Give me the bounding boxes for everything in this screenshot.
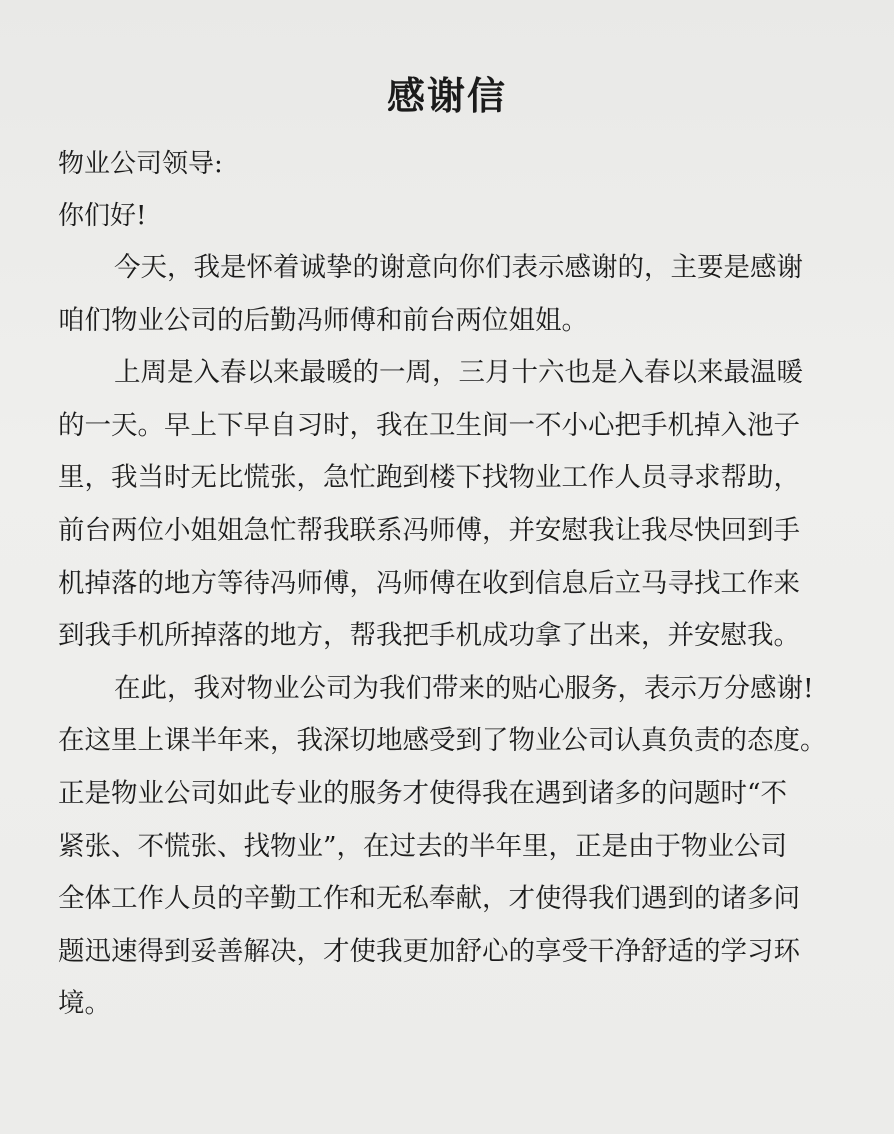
letter-greeting: 你们好! [58, 201, 147, 231]
letter-salutation: 物业公司领导: [58, 149, 223, 179]
text-line: 机掉落的地方等待冯师傅，冯师傅在收到信息后立马寻找工作来 [58, 567, 800, 599]
text-line: 在此，我对物业公司为我们带来的贴心服务，表示万分感谢! [114, 672, 814, 704]
text-line: 题迅速得到妥善解决，才使我更加舒心的享受干净舒适的学习环 [58, 935, 800, 967]
text-line: 境。 [58, 988, 111, 1020]
text-line: 全体工作人员的辛勤工作和无私奉献，才使得我们遇到的诸多问 [58, 883, 800, 915]
text-line: 在这里上课半年来，我深切地感受到了物业公司认真负责的态度。 [58, 725, 827, 757]
paragraph-3 [58, 663, 836, 1031]
text-line: 里，我当时无比慌张，急忙跑到楼下找物业工作人员寻求帮助， [58, 462, 800, 494]
text-line: 咱们物业公司的后勤冯师傅和前台两位姐姐。 [58, 304, 588, 336]
letter-title: 感谢信 [386, 73, 507, 118]
text-line: 紧张、不慌张、找物业”，在过去的半年里，正是由于物业公司 [58, 830, 788, 862]
text-line: 正是物业公司如此专业的服务才使得我在遇到诸多的问题时“不 [58, 777, 788, 809]
text-line: 的一天。早上下早自习时，我在卫生间一不小心把手机掉入池子 [58, 409, 800, 441]
text-line: 到我手机所掉落的地方，帮我把手机成功拿了出来，并安慰我。 [58, 620, 800, 652]
paragraph-2 [58, 347, 836, 663]
text-line: 上周是入春以来最暖的一周，三月十六也是入春以来最温暖 [114, 357, 803, 389]
text-line: 前台两位小姐姐急忙帮我联系冯师傅，并安慰我让我尽快回到手 [58, 514, 800, 546]
paragraph-1 [58, 242, 836, 347]
text-line: 今天，我是怀着诚挚的谢意向你们表示感谢的，主要是感谢 [114, 252, 803, 283]
